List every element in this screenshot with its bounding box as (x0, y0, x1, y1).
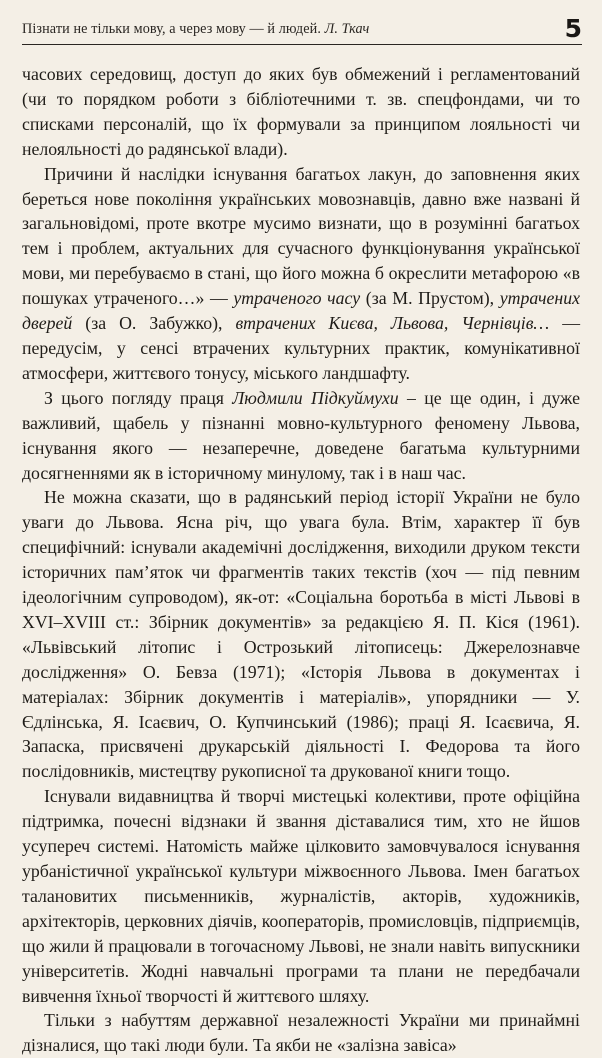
text-run: З цього погляду праця (44, 387, 233, 408)
paragraph (22, 62, 580, 162)
text-run: Не можна сказати, що в радянський період історії України не було уваги до Львова. Ясна річ, що увага була. Втім, характер її був специфічний: існували академічні дослідження, виходили друком тексти історичних пам’яток чи фрагментів таких текстів (хоч — під певним ідеологічним супроводом), як-от: «Соціальна боротьба в місті Львові в XVI–XVIII ст.: Збірник документів» за редакцією Я. П. Кіся (1961). «Львівський літопис і Острозький літописець: Джерелознавче дослідження» О. Бевза (1971); «Історія Львова в документах і матеріалах: Збірник документів і матеріалів», упорядники — У. Єдлінська, Я. Ісаєвич, О. Купчинський (1986); праці Я. Ісаєвича, Я. Запаска, присвячені друкарській діяльності І. Федорова та його послідовників, мистецтву рукописної та друкованої книги тощо. (22, 487, 580, 782)
text-run: (за М. Прустом), (360, 288, 500, 309)
text-run: — передусім, у сенсі втрачених культурних практик, комунікативної атмосфери, життєвого тонусу, міського ландшафту. (22, 313, 580, 383)
text-run: (за О. Забужко), (72, 313, 236, 334)
paragraph (22, 162, 580, 386)
text-run: Причини й наслідки існування багатьох лакун, до заповнення яких береться нове покоління українських мовознавців, давно вже названі й загальновідомі, проте вкотре мусимо визнати, що в розумінні багатьох тем і проблем, актуальних для сучасного функціонування української мови, ми перебуваємо в стані, що його можна б окреслити метафорою «в пошуках утраченого…» — (22, 163, 580, 309)
text-run: Існували видавництва й творчі мистецькі колективи, проте офіційна підтримка, почесні відзнаки й звання діставалися тим, хто не йшов усупереч системі. Натомість майже цілковито замовчувалося існування урбаністичної української культури міжвоєнного Львова. Імен багатьох талановитих письменників, журналістів, акторів, художників, архітекторів, церковних діячів, кооператорів, промисловців, підприємців, що жили й працювали в тогочасному Львові, не знали навіть випускники університетів. Жодні навчальні програми та плани не передбачали вивчення їхньої творчості й життєвого шляху. (22, 786, 580, 1006)
text-run: – це ще один, і дуже важливий, щабель у пізнанні мовно-культурного феномену Львова, існування якого — незаперечне, доведене багатьма культурними досягненнями як в історичному минулому, так і в наш час. (22, 387, 580, 483)
italic-text: втрачених Києва, Львова, Чернівців… (235, 313, 550, 334)
page-number: 5 (564, 14, 582, 43)
running-title-text: Пізнати не тільки мову, а через мову — й людей. (22, 21, 321, 37)
italic-text: утрачених дверей (22, 288, 580, 334)
paragraph (22, 386, 580, 486)
text-run: Тільки з набуттям державної незалежності України ми принаймні дізналися, що такі люди були. Та якби не «залізна завіса» (22, 1010, 580, 1056)
paragraph (22, 784, 580, 1008)
paragraph (22, 1008, 580, 1058)
italic-text: утраченого часу (233, 288, 361, 309)
paragraph (22, 485, 580, 784)
running-title-author: Л. Ткач (324, 21, 370, 37)
italic-text: Людмили Підкуймухи (232, 387, 399, 408)
running-title (22, 21, 369, 44)
running-header (22, 12, 582, 45)
body-text (22, 62, 580, 1058)
text-run: часових середовищ, доступ до яких був обмежений і регламентований (чи то порядком роботи з бібліотечними т. зв. спецфондами, чи то списками персоналій, що їх формували за принципом лояльності чи нелояльності до радянської влади). (22, 64, 580, 159)
